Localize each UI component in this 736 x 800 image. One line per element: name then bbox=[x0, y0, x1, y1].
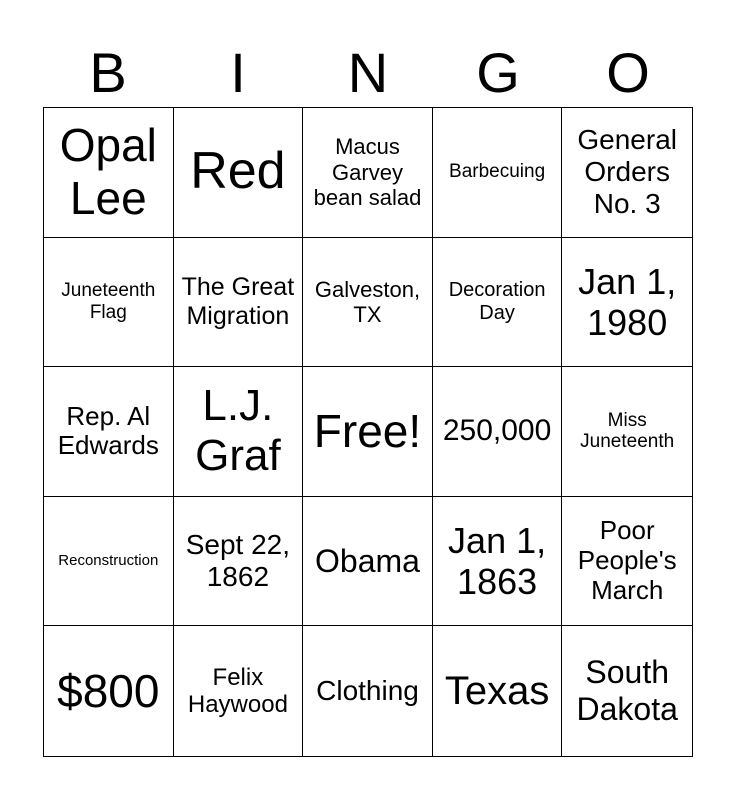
bingo-cell[interactable] bbox=[303, 626, 433, 756]
header-letter-n: N bbox=[347, 41, 389, 104]
bingo-cell[interactable] bbox=[174, 238, 304, 368]
bingo-cell-text: $800 bbox=[57, 664, 160, 717]
bingo-header bbox=[43, 40, 693, 106]
bingo-cell[interactable] bbox=[174, 108, 304, 238]
bingo-cell[interactable] bbox=[562, 238, 692, 368]
bingo-cell-text: Galveston, TX bbox=[314, 276, 421, 327]
bingo-cell-text: Obama bbox=[315, 542, 420, 579]
bingo-cell[interactable] bbox=[303, 367, 433, 497]
bingo-cell-text: Texas bbox=[444, 669, 550, 714]
bingo-cell-text: 250,000 bbox=[442, 414, 552, 448]
header-letter-i: I bbox=[230, 41, 246, 104]
bingo-cell-text: Jan 1, 1980 bbox=[578, 260, 677, 343]
bingo-cell[interactable] bbox=[562, 497, 692, 627]
bingo-cell[interactable] bbox=[562, 108, 692, 238]
bingo-cell-text: General Orders No. 3 bbox=[577, 124, 677, 220]
bingo-cell[interactable] bbox=[44, 367, 174, 497]
bingo-cell[interactable] bbox=[44, 497, 174, 627]
bingo-cell-text: Sept 22, 1862 bbox=[185, 528, 291, 593]
bingo-cell[interactable] bbox=[562, 367, 692, 497]
bingo-cell-text: Clothing bbox=[316, 675, 419, 707]
header-letter-g: G bbox=[476, 41, 520, 104]
bingo-cell[interactable] bbox=[44, 238, 174, 368]
header-letter-b: B bbox=[89, 41, 127, 104]
bingo-cell[interactable] bbox=[174, 367, 304, 497]
bingo-cell[interactable] bbox=[562, 626, 692, 756]
bingo-cell[interactable] bbox=[433, 238, 563, 368]
bingo-cell-text: Free! bbox=[313, 405, 422, 458]
bingo-cell-text: Barbecuing bbox=[449, 161, 546, 183]
bingo-cell-text: Felix Haywood bbox=[187, 663, 288, 719]
bingo-cell[interactable] bbox=[44, 108, 174, 238]
bingo-cell-text: Jan 1, 1863 bbox=[448, 519, 547, 603]
bingo-cell-text: Poor People's March bbox=[577, 515, 677, 606]
bingo-cell-text: Reconstruction bbox=[58, 552, 159, 570]
bingo-cell-text: Rep. Al Edwards bbox=[57, 400, 159, 461]
bingo-cell-text: Decoration Day bbox=[448, 278, 546, 324]
bingo-cell[interactable] bbox=[433, 108, 563, 238]
bingo-cell[interactable] bbox=[433, 497, 563, 627]
bingo-cell[interactable] bbox=[174, 626, 304, 756]
bingo-cell-text: Red bbox=[190, 142, 286, 201]
bingo-cell[interactable] bbox=[433, 626, 563, 756]
bingo-cell[interactable] bbox=[303, 108, 433, 238]
bingo-cell-text: Juneteenth Flag bbox=[61, 280, 156, 323]
header-letter-o: O bbox=[606, 41, 650, 104]
bingo-board bbox=[43, 107, 693, 757]
bingo-cell[interactable] bbox=[433, 367, 563, 497]
bingo-cell-text: South Dakota bbox=[576, 654, 678, 728]
bingo-cell[interactable] bbox=[303, 238, 433, 368]
bingo-cell[interactable] bbox=[174, 497, 304, 627]
bingo-cell[interactable] bbox=[303, 497, 433, 627]
bingo-cell-text: Macus Garvey bean salad bbox=[313, 134, 422, 210]
bingo-cell-text: Miss Juneteenth bbox=[580, 409, 675, 453]
bingo-cell-text: L.J. Graf bbox=[195, 380, 281, 481]
bingo-cell[interactable] bbox=[44, 626, 174, 756]
bingo-cell-text: Opal Lee bbox=[59, 119, 157, 225]
bingo-cell-text: The Great Migration bbox=[181, 273, 295, 330]
